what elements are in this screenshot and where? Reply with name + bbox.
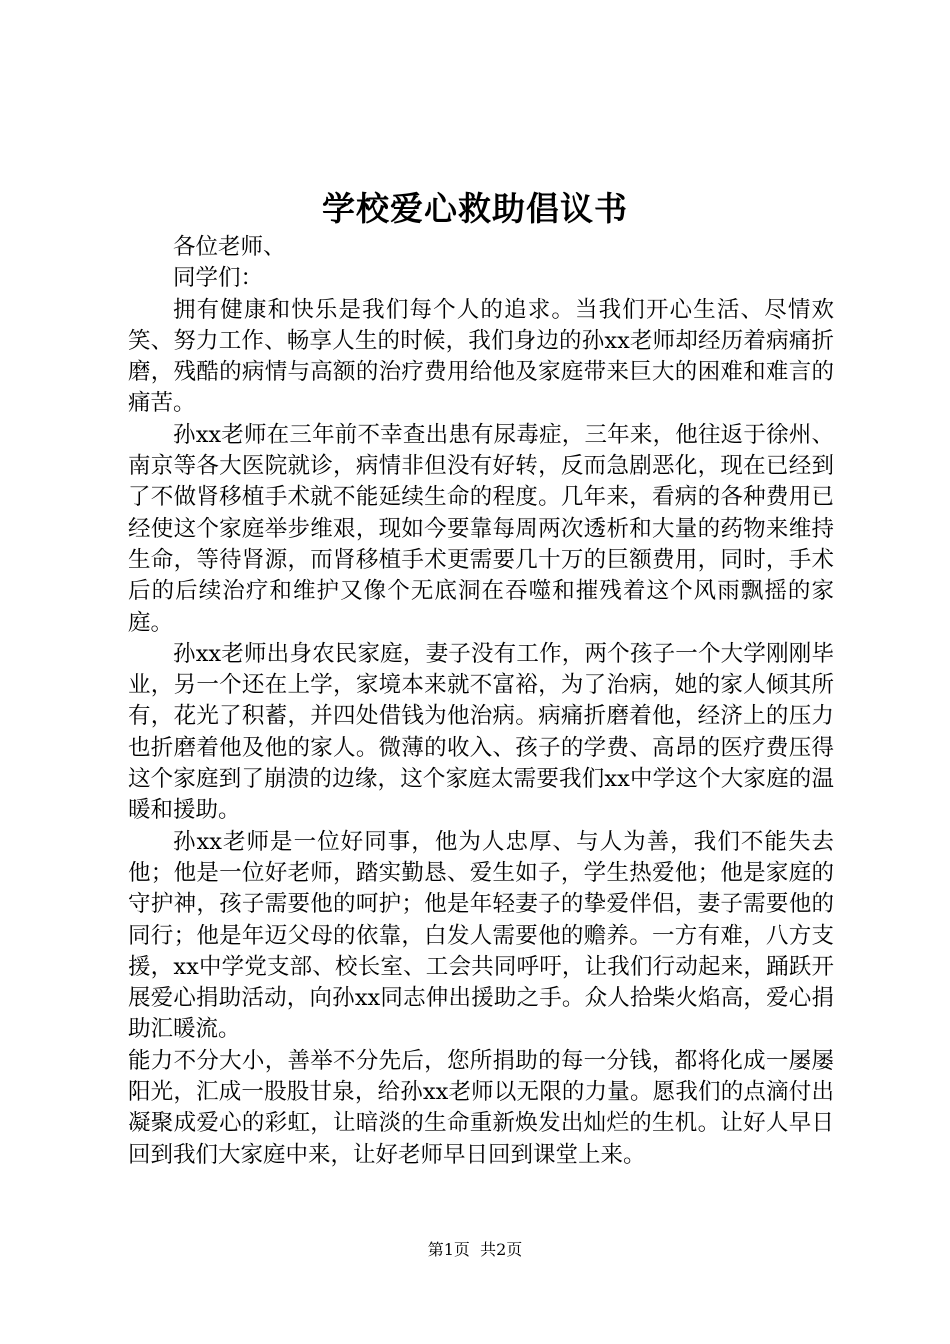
document-title: 学校爱心救助倡议书 (322, 189, 628, 228)
body-paragraph: 孙xx老师在三年前不幸查出患有尿毒症，三年来，他往返于徐州、南京等各大医院就诊，病情非但没有好转，反而急剧恶化，现在已经到了不做肾移植手术就不能延续生命的程度。几年来，看病的各种费用已经使这个家庭举步维艰，现如今要靠每周两次透析和大量的药物来维持生命，等待肾源，而肾移植手术更需要几十万的巨额费用，同时，手术后的后续治疗和维护又像个无底洞在吞噬和摧残着这个风雨飘摇的家庭。 (128, 421, 834, 636)
body-paragraph: 孙xx老师是一位好同事，他为人忠厚、与人为善，我们不能失去他；他是一位好老师，踏实勤恳、爱生如子，学生热爱他；他是家庭的守护神，孩子需要他的呵护；他是年轻妻子的挚爱伴侣，妻子需要他的同行；他是年迈父母的依靠，白发人需要他的赡养。一方有难，八方支援，xx中学党支部、校长室、工会共同呼吁，让我们行动起来，踊跃开展爱心捐助活动，向孙xx同志伸出援助之手。众人拾柴火焰高，爱心捐助汇暖流。 (128, 828, 834, 1043)
document-body (128, 232, 834, 1171)
page-total: 共2页 (480, 1240, 523, 1259)
closing-paragraph: 能力不分大小，善举不分先后，您所捐助的每一分钱，都将化成一屡屡阳光，汇成一股股甘泉，给孙xx老师以无限的力量。愿我们的点滴付出凝聚成爱心的彩虹，让暗淡的生命重新焕发出灿烂的生机。让好人早日回到我们大家庭中来，让好老师早日回到课堂上来。 (128, 1047, 834, 1168)
greeting-line: 同学们： (173, 265, 264, 292)
page-footer (0, 1238, 950, 1262)
greeting-line: 各位老师、 (173, 234, 286, 260)
body-paragraph: 拥有健康和快乐是我们每个人的追求。当我们开心生活、尽情欢笑、努力工作、畅享人生的时候，我们身边的孙xx老师却经历着病痛折磨，残酷的病情与高额的治疗费用给他及家庭带来巨大的困难和难言的痛苦。 (128, 296, 834, 417)
page-number: 第1页 (427, 1240, 470, 1259)
body-paragraph: 孙xx老师出身农民家庭，妻子没有工作，两个孩子一个大学刚刚毕业，另一个还在上学，家境本来就不富裕，为了治病，她的家人倾其所有，花光了积蓄，并四处借钱为他治病。病痛折磨着他，经济上的压力也折磨着他及他的家人。微薄的收入、孩子的学费、高昂的医疗费压得这个家庭到了崩溃的边缘，这个家庭太需要我们xx中学这个大家庭的温暖和援助。 (128, 640, 834, 824)
